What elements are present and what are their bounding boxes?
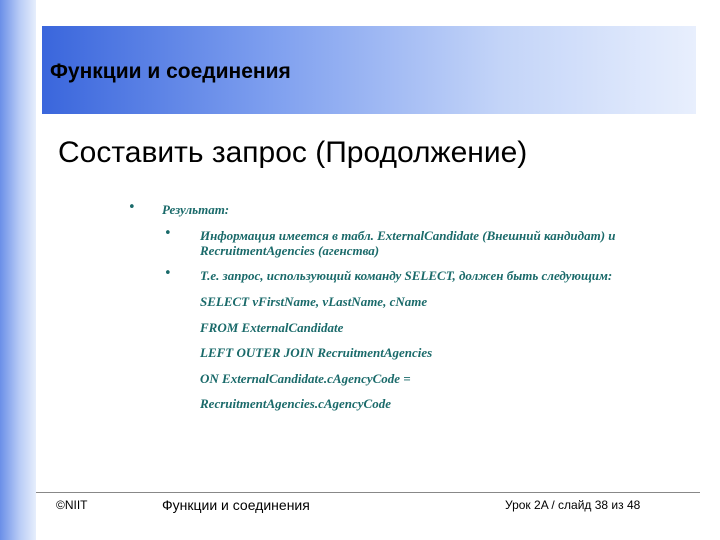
footer-slide-info: Урок 2A / слайд 38 из 48 [505,498,641,512]
footer-divider [36,492,700,493]
code-line: LEFT OUTER JOIN RecruitmentAgencies [200,345,433,360]
footer-topic: Функции и соединения [162,497,310,513]
result-label: Результат: [162,202,230,217]
code-line: ON ExternalCandidate.cAgencyCode = [200,371,411,386]
footer-copyright: ©NIIT [56,498,88,512]
bullet-icon: • [164,266,172,281]
header-title: Функции и соединения [50,60,291,83]
bullet-text-1-line-1: Информация имеется в табл. ExternalCandidate (Внешний кандидат) и [200,228,616,243]
bullet-text-2: Т.е. запрос, использующий команду SELECT, должен быть следующим: [200,268,613,283]
code-line: FROM ExternalCandidate [200,320,344,335]
bullet-icon: • [164,226,172,241]
bullet-text-1-line-2: RecruitmentAgencies (агенства) [200,243,380,258]
code-line: RecruitmentAgencies.cAgencyCode [200,396,392,411]
code-line: SELECT vFirstName, vLastName, cName [200,294,428,309]
bullet-icon: • [128,200,136,215]
slide-title: Составить запрос (Продолжение) [58,136,528,169]
